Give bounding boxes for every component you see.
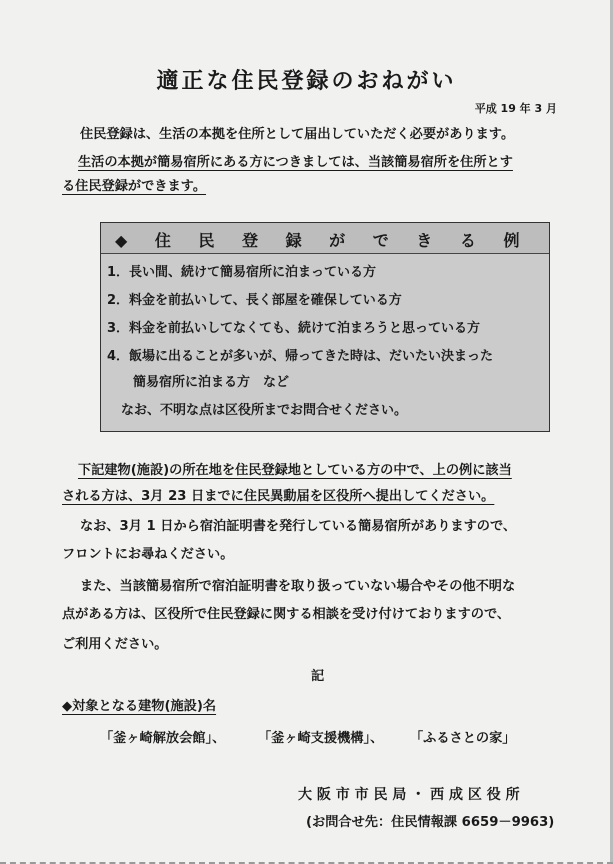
examples-note: なお、不明な点は区役所までお問合せください。 [121, 403, 408, 418]
document-date: 平成 19 年 3 月 [474, 102, 557, 115]
body-line-1: 下記建物(施設)の所在地を住民登録地としている方の中で、上の例に該当 [78, 463, 512, 478]
intro-line-3: る住民登録ができます。 [62, 179, 207, 194]
example-item-3: 3．料金を前払いしてなくても、続けて泊まろうと思っている方 [107, 321, 481, 336]
intro-line-2: 生活の本拠が簡易宿所にある方につきましては、当該簡易宿所を住所とす [78, 155, 513, 170]
facility-1: 「釜ヶ崎解放会館」、 [100, 731, 226, 746]
document-title: 適正な住民登録のおねがい [156, 69, 457, 94]
body-line-3: なお、3月 1 日から宿泊証明書を発行している簡易宿所がありますので、 [80, 519, 517, 534]
contact-info: (お問合せ先：住民情報課 6659－9963) [306, 815, 555, 830]
facilities-heading: ◆対象となる建物(施設)名 [62, 699, 217, 714]
issuing-office: 大 阪 市 市 民 局 ・ 西 成 区 役 所 [298, 787, 520, 803]
body-line-7: ご利用ください。 [62, 637, 168, 652]
body-line-2: される方は、3月 23 日までに住民異動届を区役所へ提出してください。 [62, 489, 495, 504]
example-item-1: 1．長い間、続けて簡易宿所に泊まっている方 [107, 265, 377, 280]
examples-heading: ◆ 住 民 登 録 が で き る 例 [115, 231, 531, 250]
examples-box [100, 222, 550, 432]
facility-2: 「釜ヶ崎支援機構」、 [258, 731, 384, 746]
example-item-4-cont: 簡易宿所に泊まる方 など [107, 375, 290, 390]
intro-line-1: 住民登録は、生活の本拠を住所として届出していただく必要があります。 [80, 127, 515, 142]
example-item-2: 2．料金を前払いして、長く部屋を確保している方 [107, 293, 402, 308]
examples-box-header [101, 223, 549, 254]
example-item-4: 4．飯場に出ることが多いが、帰ってきた時は、だいたい決まった [107, 349, 494, 364]
facility-3: 「ふるさとの家」 [410, 731, 516, 746]
body-line-6: 点がある方は、区役所で住民登録に関する相談を受け付けておりますので、 [62, 607, 511, 622]
ki-mark: 記 [311, 669, 325, 684]
body-line-4: フロントにお尋ねください。 [62, 547, 234, 562]
body-line-5: また、当該簡易宿所で宿泊証明書を取り扱っていない場合やその他不明な [80, 579, 516, 594]
